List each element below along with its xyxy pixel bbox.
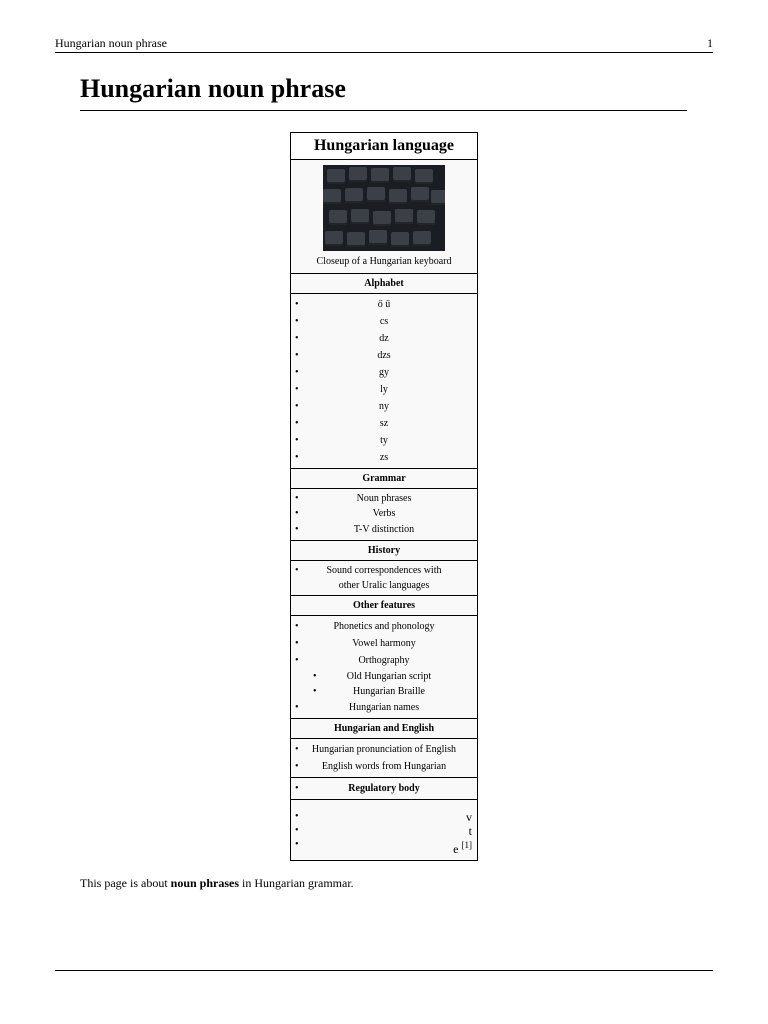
nested-list-item[interactable]: • Hungarian Braille — [313, 686, 425, 697]
intro-bold-term[interactable]: noun phrases — [170, 876, 240, 890]
list-item[interactable]: • Sound correspondences with — [295, 565, 442, 576]
history-list — [291, 561, 477, 596]
running-header — [55, 36, 713, 53]
list-item[interactable]: • cs — [295, 316, 389, 327]
list-item[interactable]: • English words from Hungarian — [295, 761, 447, 772]
history-heading[interactable]: History — [291, 541, 477, 561]
reference-marker[interactable]: [1] — [461, 840, 472, 850]
list-item[interactable]: • ty — [295, 435, 388, 446]
list-item-continuation[interactable]: other Uralic languages — [338, 580, 430, 591]
alphabet-list — [291, 294, 477, 469]
other-features-list — [291, 616, 477, 719]
list-item[interactable]: • dzs — [295, 350, 391, 361]
view-link[interactable]: • v — [295, 810, 472, 824]
infobox — [290, 132, 478, 861]
edit-link[interactable]: • e [1] — [295, 839, 472, 856]
image-caption: Closeup of a Hungarian keyboard — [316, 256, 452, 267]
list-item[interactable]: • sz — [295, 418, 389, 429]
list-item[interactable]: • dz — [295, 333, 389, 344]
infobox-title: Hungarian language — [291, 133, 477, 160]
keyboard-photo[interactable] — [323, 165, 445, 251]
intro-paragraph: This page is about noun phrases in Hungarian grammar. — [80, 876, 354, 890]
grammar-list — [291, 489, 477, 541]
list-item[interactable]: • Verbs — [295, 508, 396, 519]
list-item[interactable]: • ny — [295, 401, 389, 412]
list-item[interactable]: • ly — [295, 384, 388, 395]
page-title: Hungarian noun phrase — [80, 72, 687, 111]
list-item[interactable]: • zs — [295, 452, 389, 463]
vte-navbox — [291, 800, 477, 860]
footer-rule — [55, 970, 713, 971]
regulatory-heading[interactable]: • Regulatory body — [295, 783, 420, 794]
page-number: 1 — [707, 36, 713, 50]
alphabet-heading[interactable]: Alphabet — [291, 274, 477, 294]
regulatory-block — [291, 778, 477, 800]
running-title: Hungarian noun phrase — [55, 36, 167, 50]
other-features-heading[interactable]: Other features — [291, 596, 477, 616]
list-item[interactable]: • Vowel harmony — [295, 638, 416, 649]
list-item[interactable]: • Phonetics and phonology — [295, 621, 435, 632]
list-item[interactable]: • ő ű — [295, 299, 391, 310]
nested-list-item[interactable]: • Old Hungarian script — [313, 671, 432, 682]
talk-link[interactable]: • t — [295, 824, 472, 838]
list-item[interactable]: • gy — [295, 367, 389, 378]
list-item[interactable]: • Noun phrases — [295, 493, 412, 504]
list-item[interactable]: • T-V distinction — [295, 524, 415, 535]
hungarian-english-list — [291, 739, 477, 778]
list-item[interactable]: • Hungarian pronunciation of English — [295, 744, 457, 755]
hungarian-english-heading[interactable]: Hungarian and English — [291, 719, 477, 739]
list-item[interactable]: • Hungarian names — [295, 702, 420, 713]
grammar-heading[interactable]: Grammar — [291, 469, 477, 489]
list-item[interactable]: • Orthography — [295, 655, 410, 666]
infobox-image-cell — [291, 160, 477, 274]
